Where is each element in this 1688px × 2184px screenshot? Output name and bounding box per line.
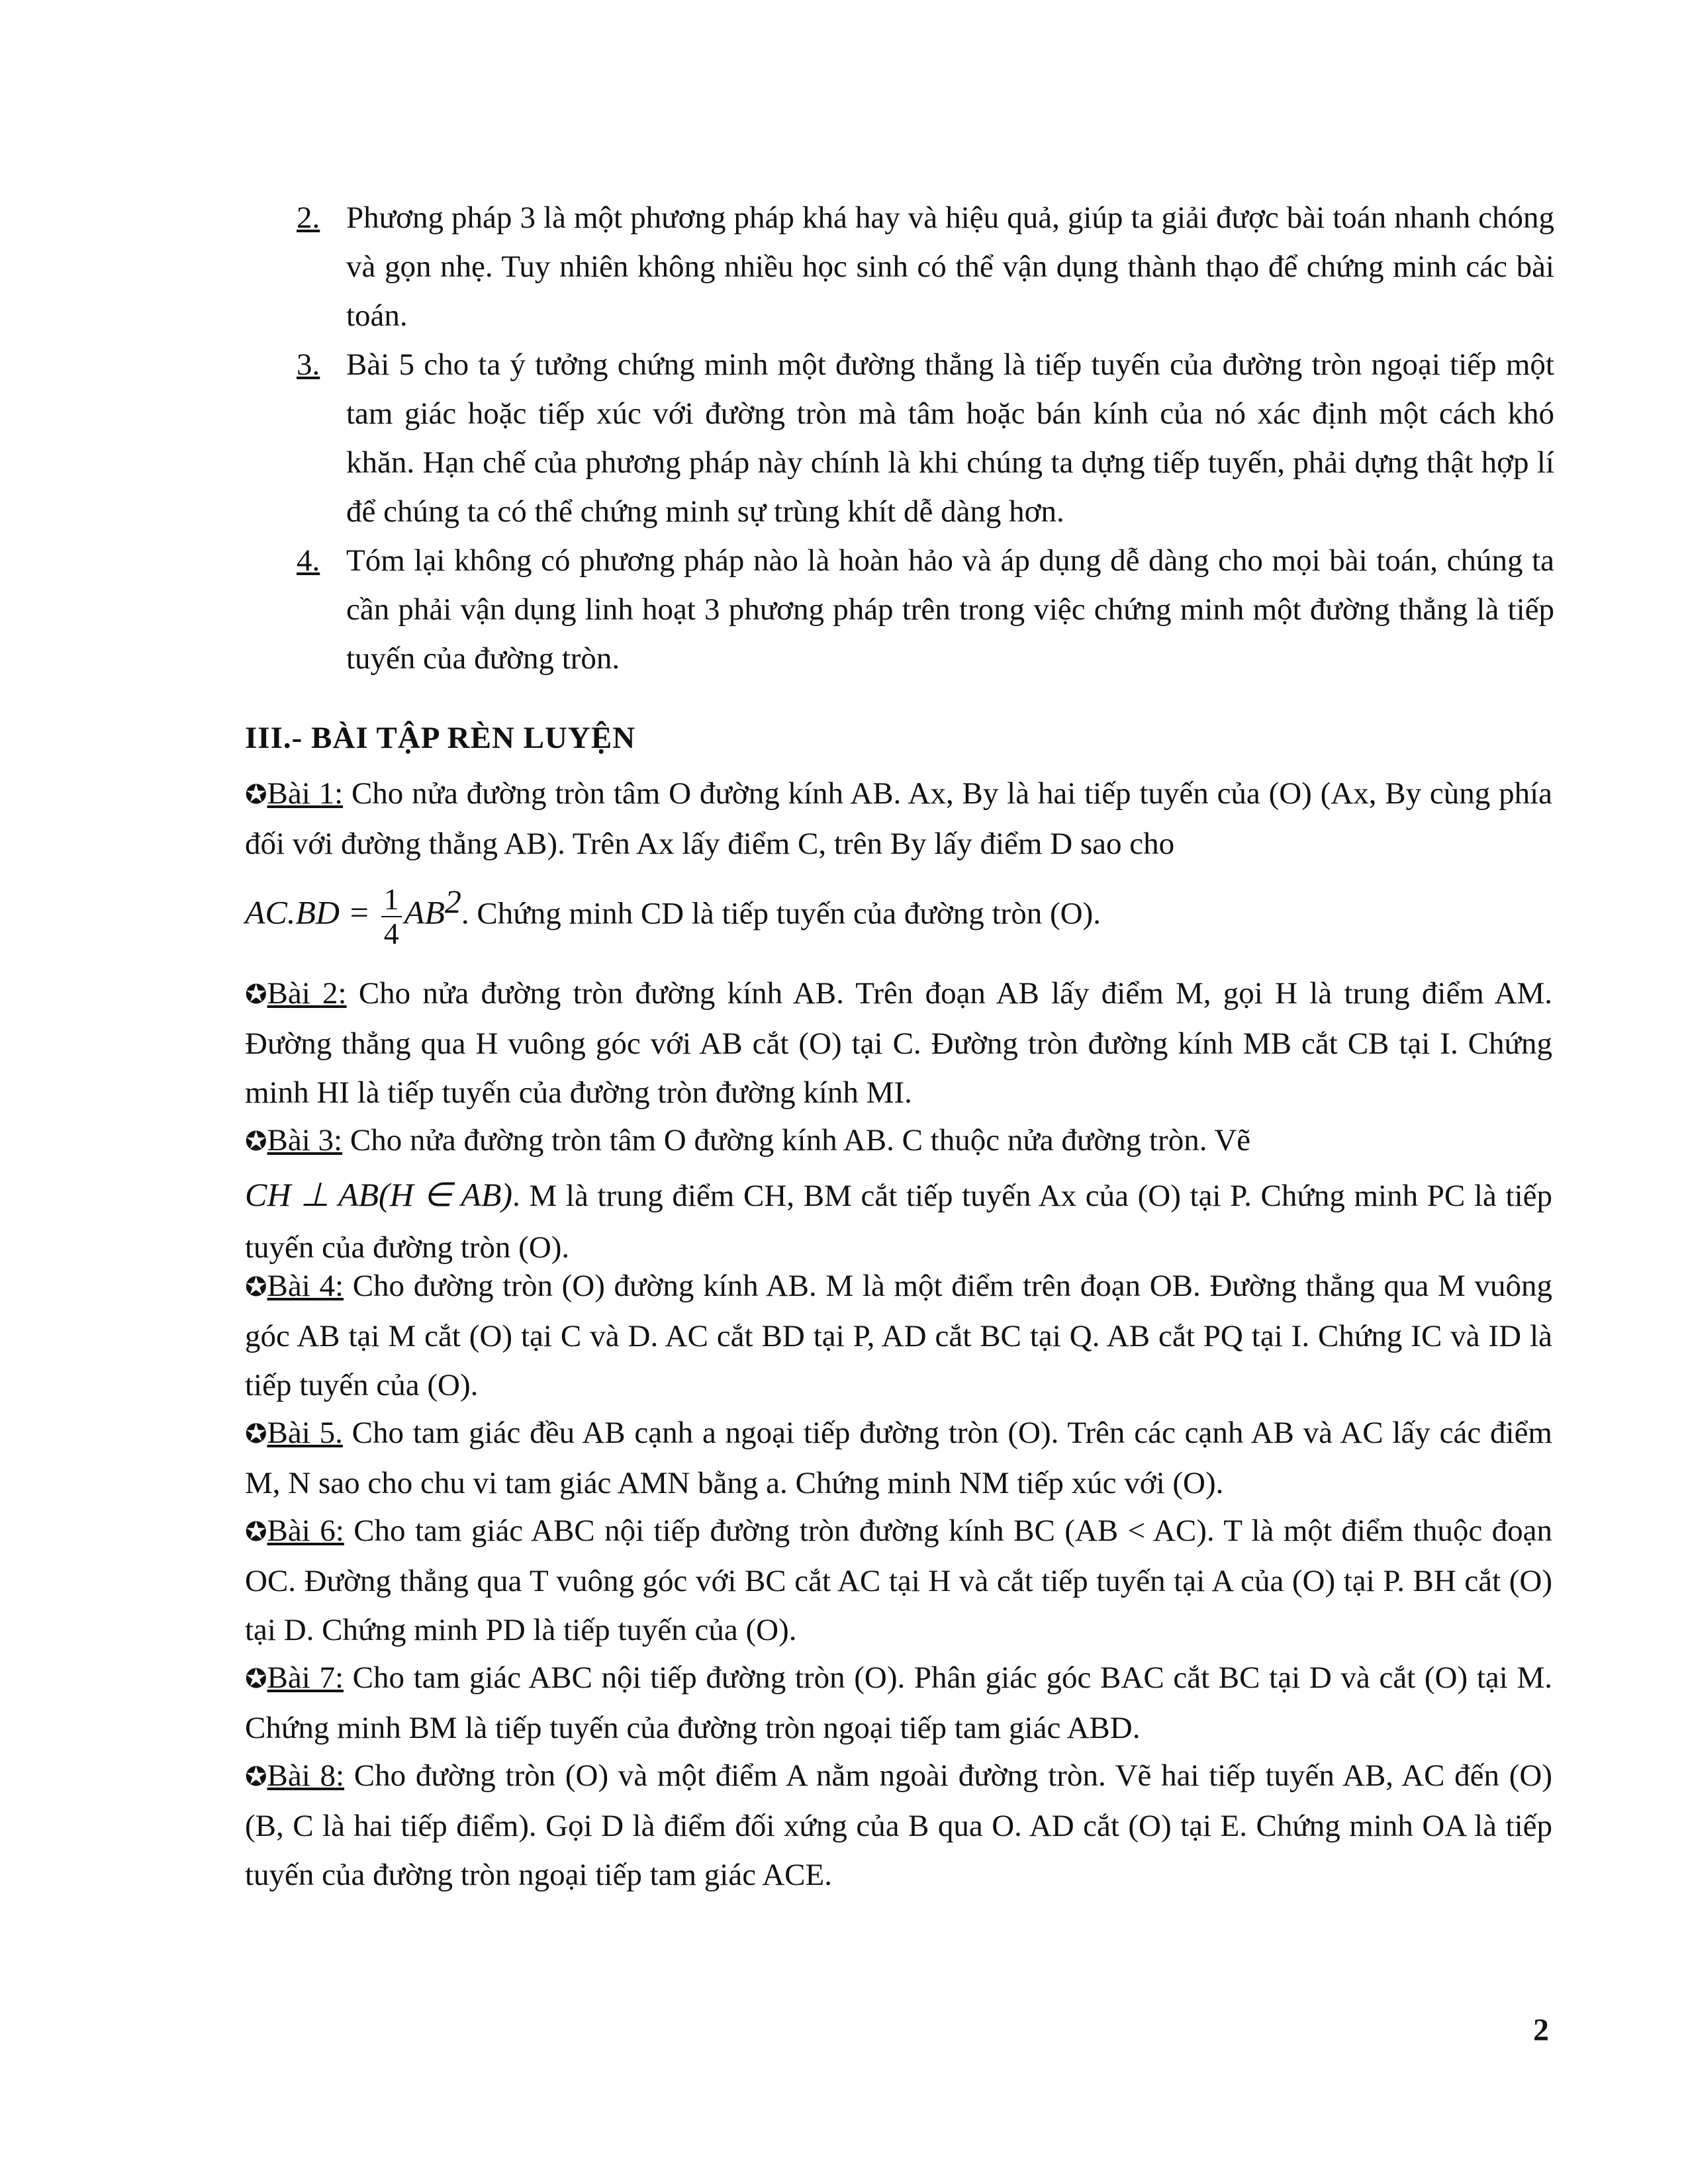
note-item-3 (297, 340, 1554, 536)
note-number: 2. (297, 201, 320, 235)
exercise-1 (245, 769, 1552, 868)
star-icon: ✪ (245, 1762, 267, 1792)
exercise-6 (245, 1506, 1552, 1655)
formula-right: AB (404, 893, 445, 931)
note-text: Tóm lại không có phương pháp nào là hoàn hảo và áp dụng dễ dàng cho mọi bài toán, chúng ta cần phải vận dụng linh hoạt 3 phương pháp trên trong việc chứng minh một đường thẳng là tiếp tuyến của đường tròn. (346, 543, 1554, 676)
exercise-7 (245, 1653, 1552, 1752)
exercise-8 (245, 1751, 1552, 1899)
exercise-1-formula-line (245, 868, 1552, 950)
note-number: 3. (297, 347, 320, 382)
fraction (381, 883, 402, 950)
exercise-label: Bài 7: (267, 1661, 344, 1695)
exercise-label: Bài 2: (267, 976, 347, 1011)
section-title: III.- BÀI TẬP RÈN LUYỆN (245, 721, 636, 755)
exercise-text: Cho tam giác ABC nội tiếp đường tròn đường kính BC (AB < AC). T là một điểm thuộc đoạn OC. Đường thẳng qua T vuông góc với BC cắt AC tại H và cắt tiếp tuyến tại A của (O) tại P. BH cắt (O) tại D. Chứng minh PD là tiếp tuyến của (O). (245, 1514, 1552, 1647)
fraction-denominator: 4 (383, 916, 399, 950)
star-icon: ✪ (245, 1419, 267, 1449)
exercise-label: Bài 1: (267, 776, 344, 811)
exercise-text: Cho đường tròn (O) đường kính AB. M là một điểm trên đoạn OB. Đường thẳng qua M vuông góc AB tại M cắt (O) tại C và D. AC cắt BD tại P, AD cắt BC tại Q. AB cắt PQ tại I. Chứng IC và ID là tiếp tuyến của (O). (245, 1269, 1553, 1402)
note-text: Phương pháp 3 là một phương pháp khá hay và hiệu quả, giúp ta giải được bài toán nhanh chóng và gọn nhẹ. Tuy nhiên không nhiều học sinh có thể vận dụng thành thạo để chứng minh các bài toán. (346, 201, 1554, 333)
exercise-label: Bài 8: (267, 1758, 345, 1793)
star-icon: ✪ (245, 979, 267, 1010)
star-icon: ✪ (245, 1126, 267, 1157)
fraction-numerator: 1 (381, 883, 402, 917)
exercise-5 (245, 1408, 1552, 1508)
note-number: 4. (297, 543, 320, 578)
star-icon: ✪ (245, 1664, 267, 1694)
exercise-text: Cho nửa đường tròn tâm O đường kính AB. C thuộc nửa đường tròn. Vẽ (342, 1123, 1251, 1158)
star-icon: ✪ (245, 780, 267, 810)
page-number: 2 (1533, 2013, 1549, 2048)
exercise-4 (245, 1261, 1552, 1410)
exercise-text: Cho tam giác đều AB cạnh a ngoại tiếp đường tròn (O). Trên các cạnh AB và AC lấy các điểm M, N sao cho chu vi tam giác AMN bằng a. Chứng minh NM tiếp xúc với (O). (245, 1416, 1552, 1500)
exercise-3-continued (245, 1169, 1552, 1273)
exercise-label: Bài 6: (267, 1514, 344, 1548)
note-text: Bài 5 cho ta ý tưởng chứng minh một đường thẳng là tiếp tuyến của đường tròn ngoại tiếp một tam giác hoặc tiếp xúc với đường tròn mà tâm hoặc bán kính của nó xác định một cách khó khăn. Hạn chế của phương pháp này chính là khi chúng ta dựng tiếp tuyến, phải dựng thật hợp lí để chúng ta có thể chứng minh sự trùng khít dễ dàng hơn. (346, 347, 1554, 529)
note-item-2 (297, 193, 1554, 340)
exercise-label: Bài 4: (267, 1269, 344, 1303)
formula: CH ⊥ AB(H ∈ AB) (245, 1176, 513, 1213)
star-icon: ✪ (245, 1272, 267, 1302)
exercise-text: Cho nửa đường tròn tâm O đường kính AB. Ax, By là hai tiếp tuyến của (O) (Ax, By cùng phía đối với đường thẳng AB). Trên Ax lấy điểm C, trên By lấy điểm D sao cho (245, 776, 1552, 861)
exercise-2 (245, 969, 1552, 1117)
exercise-text: . Chứng minh CD là tiếp tuyến của đường tròn (O). (461, 896, 1101, 931)
exercise-text: Cho nửa đường tròn đường kính AB. Trên đoạn AB lấy điểm M, gọi H là trung điểm AM. Đường thẳng qua H vuông góc với AB cắt (O) tại C. Đường tròn đường kính MB cắt CB tại I. Chứng minh HI là tiếp tuyến của đường tròn đường kính MI. (245, 976, 1553, 1110)
exercise-label: Bài 3: (267, 1123, 343, 1158)
formula-exponent: 2 (444, 883, 461, 920)
exercise-text: . M là trung điểm CH, BM cắt tiếp tuyến Ax của (O) tại P. Chứng minh PC là tiếp tuyến của đường tròn (O). (245, 1179, 1552, 1265)
exercise-3 (245, 1116, 1552, 1166)
formula-left: AC.BD = (245, 893, 379, 931)
star-icon: ✪ (245, 1517, 267, 1547)
exercise-text: Cho đường tròn (O) và một điểm A nằm ngoài đường tròn. Vẽ hai tiếp tuyến AB, AC đến (O) (B, C là hai tiếp điểm). Gọi D là điểm đối xứng của B qua O. AD cắt (O) tại E. Chứng minh OA là tiếp tuyến của đường tròn ngoại tiếp tam giác ACE. (245, 1758, 1553, 1892)
exercise-label: Bài 5. (267, 1416, 343, 1450)
note-item-4 (297, 536, 1554, 683)
exercise-text: Cho tam giác ABC nội tiếp đường tròn (O). Phân giác góc BAC cắt BC tại D và cắt (O) tại M. Chứng minh BM là tiếp tuyến của đường tròn ngoại tiếp tam giác ABD. (245, 1661, 1553, 1745)
